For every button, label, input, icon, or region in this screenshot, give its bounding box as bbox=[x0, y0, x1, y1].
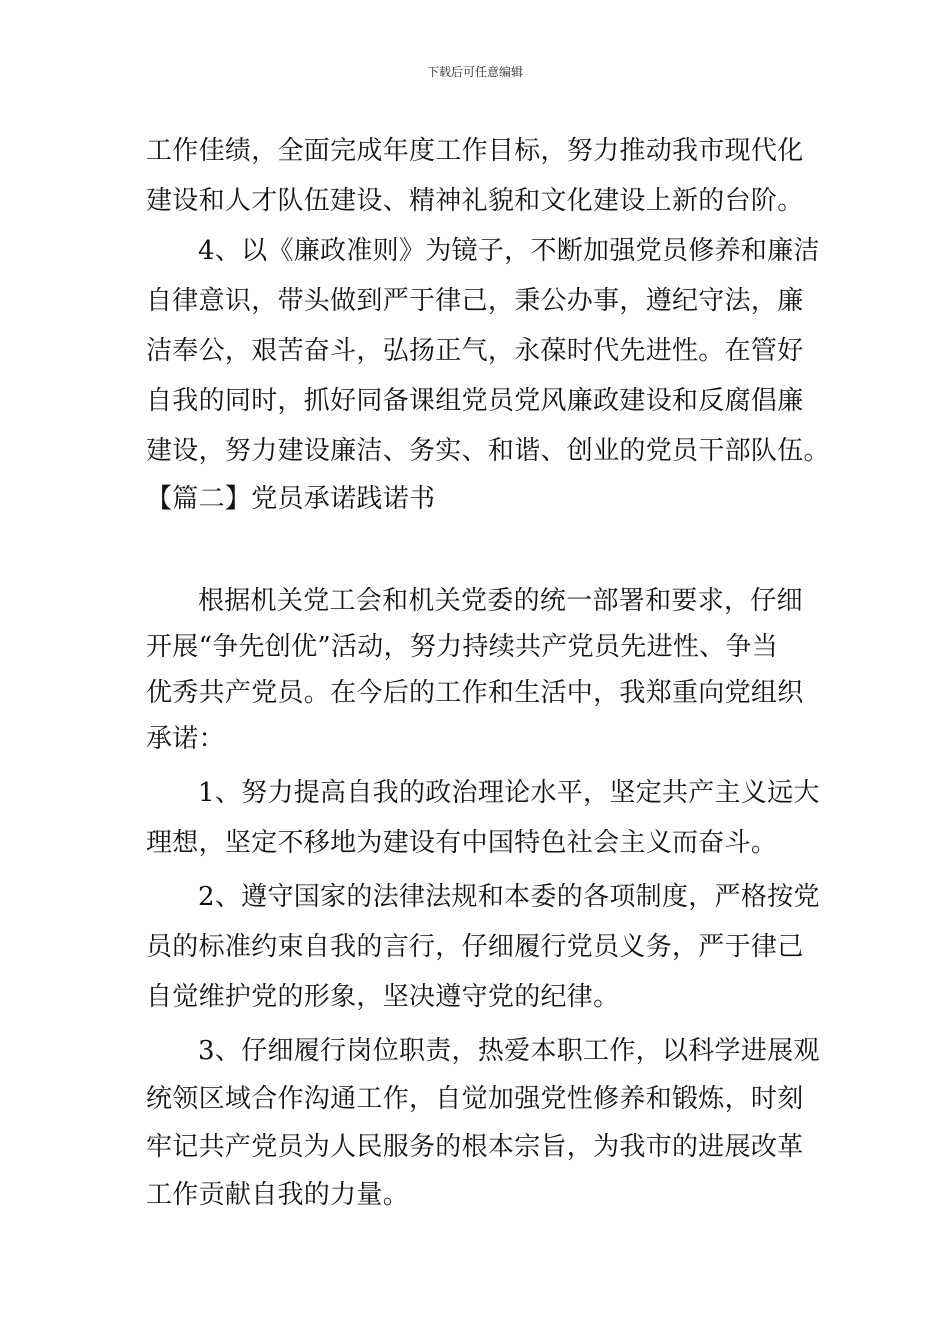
paragraph-line: 洁奉公，艰苦奋斗，弘扬正气，永葆时代先进性。在管好 bbox=[146, 336, 804, 366]
paragraph-line: 2、遵守国家的法律法规和本委的各项制度，严格按党 bbox=[198, 882, 820, 912]
section-heading: 【篇二】党员承诺践诺书 bbox=[146, 484, 436, 514]
paragraph-line: 自觉维护党的形象，坚决遵守党的纪律。 bbox=[146, 982, 620, 1012]
paragraph-line: 3、仔细履行岗位职责，热爱本职工作，以科学进展观 bbox=[198, 1036, 820, 1066]
paragraph-line: 工作佳绩，全面完成年度工作目标，努力推动我市现代化 bbox=[146, 136, 804, 166]
paragraph-line: 4、以《廉政准则》为镜子，不断加强党员修养和廉洁 bbox=[198, 236, 820, 266]
paragraph-line: 1、努力提高自我的政治理论水平，坚定共产主义远大 bbox=[198, 778, 820, 808]
paragraph-line: 根据机关党工会和机关党委的统一部署和要求，仔细 bbox=[198, 586, 803, 616]
paragraph-line: 承诺： bbox=[146, 724, 225, 754]
paragraph-line: 统领区域合作沟通工作，自觉加强党性修养和锻炼，时刻 bbox=[146, 1084, 804, 1114]
paragraph-line: 建设，努力建设廉洁、务实、和谐、创业的党员干部队伍。 bbox=[146, 436, 830, 466]
paragraph-line: 工作贡献自我的力量。 bbox=[146, 1180, 410, 1210]
paragraph-line: 员的标准约束自我的言行，仔细履行党员义务，严于律己 bbox=[146, 932, 804, 962]
paragraph-line: 建设和人才队伍建设、精神礼貌和文化建设上新的台阶。 bbox=[146, 186, 804, 216]
paragraph-line: 自我的同时，抓好同备课组党员党风廉政建设和反腐倡廉 bbox=[146, 386, 804, 416]
paragraph-line: 牢记共产党员为人民服务的根本宗旨，为我市的进展改革 bbox=[146, 1132, 804, 1162]
paragraph-line: 自律意识，带头做到严于律己，秉公办事，遵纪守法，廉 bbox=[146, 286, 804, 316]
paragraph-line: 理想，坚定不移地为建设有中国特色社会主义而奋斗。 bbox=[146, 828, 778, 858]
header-note: 下载后可任意编辑 bbox=[426, 65, 523, 79]
paragraph-line: 开展“争先创优”活动，努力持续共产党员先进性、争当 bbox=[146, 632, 779, 662]
paragraph-line: 优秀共产党员。在今后的工作和生活中，我郑重向党组织 bbox=[146, 678, 804, 708]
